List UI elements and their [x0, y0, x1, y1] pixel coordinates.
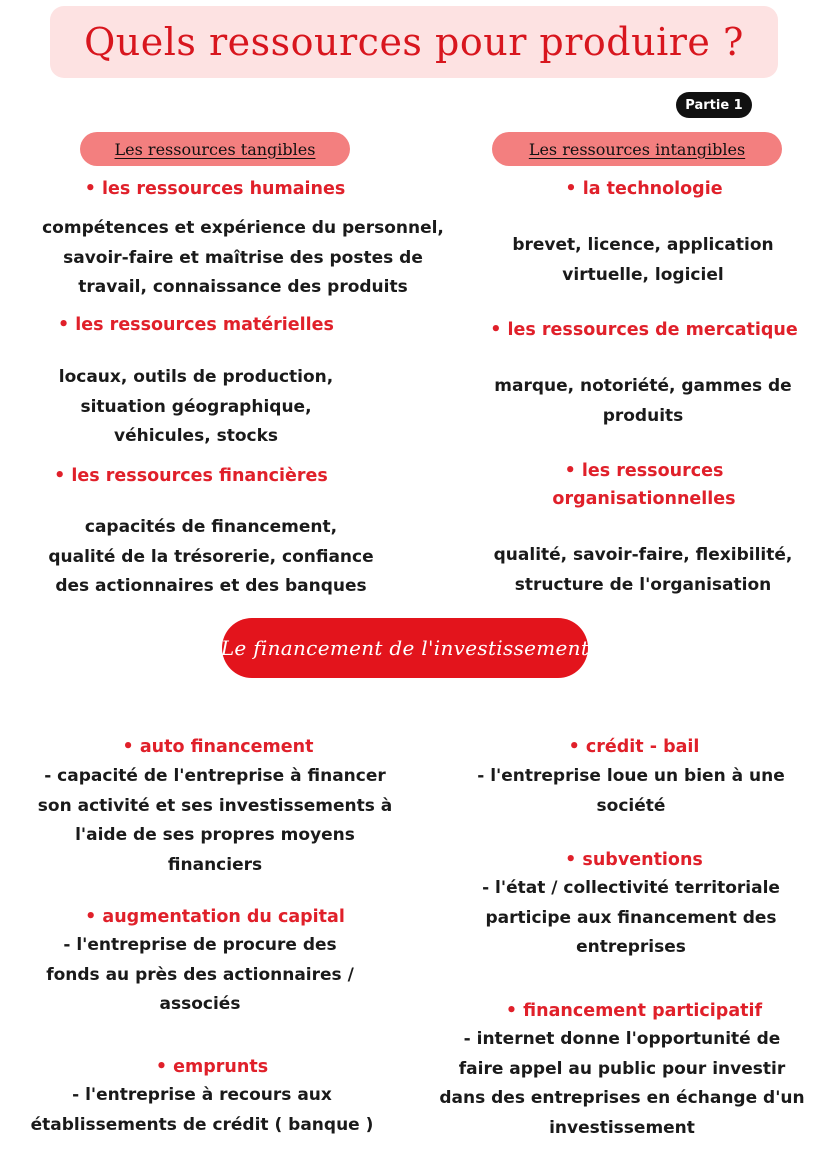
text-line: qualité de la trésorerie, confiance	[48, 546, 374, 567]
subsidies-title: • subventions	[565, 850, 703, 870]
text-line: capacités de financement,	[84, 517, 338, 537]
text-line: son activité et ses investissements à	[37, 795, 393, 816]
text-line: travail, connaissance des produits	[78, 277, 408, 297]
text-line: financiers	[167, 854, 263, 875]
text-line: véhicules, stocks	[114, 426, 278, 446]
text-line: associés	[159, 994, 241, 1014]
material-resources-text	[0, 363, 392, 452]
subsidies-text	[440, 874, 822, 963]
intangible-heading-pill	[492, 132, 782, 166]
organizational-resources-text	[458, 541, 828, 600]
text-line: brevet, licence, application	[512, 235, 774, 255]
crowdfunding-title: • financement participatif	[505, 1001, 763, 1021]
text-line: établissements de crédit ( banque )	[30, 1114, 374, 1135]
text-line: faire appel au public pour investir	[458, 1058, 786, 1079]
page-title: Quels ressources pour produire ?	[84, 20, 744, 64]
technology-text	[458, 231, 828, 290]
text-line: - capacité de l'entreprise à financer	[44, 766, 386, 786]
text-line: compétences et expérience du personnel,	[42, 218, 444, 238]
tangible-heading-pill	[80, 132, 350, 166]
text-line: investissement	[549, 1117, 695, 1138]
self-financing-title: • auto financement	[122, 737, 314, 757]
text-line: - l'entreprise à recours aux	[72, 1085, 332, 1105]
text-line: marque, notoriété, gammes de	[494, 376, 792, 396]
text-line: - internet donne l'opportunité de	[463, 1029, 781, 1049]
loans-title: • emprunts	[155, 1057, 269, 1077]
text-line: des actionnaires et des banques	[55, 576, 367, 596]
text-line: fonds au près des actionnaires /	[46, 964, 354, 985]
text-line: structure de l'organisation	[514, 574, 772, 595]
financing-heading: Le financement de l'investissement	[220, 636, 590, 660]
title-line: • les ressources	[564, 461, 724, 481]
text-line: société	[596, 795, 666, 816]
leasing-text	[440, 762, 822, 821]
text-line: locaux, outils de production,	[58, 367, 334, 387]
tangible-heading: Les ressources tangibles	[114, 139, 316, 159]
text-line: - l'état / collectivité territoriale	[482, 878, 780, 898]
financial-resources-text	[0, 513, 422, 602]
text-line: l'aide de ses propres moyens	[75, 825, 355, 845]
leasing-title: • crédit - bail	[568, 737, 700, 757]
text-line: qualité, savoir-faire, flexibilité,	[493, 545, 793, 565]
text-line: savoir-faire et maîtrise des postes de	[63, 247, 423, 268]
text-line: situation géographique,	[80, 396, 312, 417]
text-line: - l'entreprise loue un bien à une	[477, 766, 785, 786]
human-resources-text	[0, 214, 486, 303]
text-line: participe aux financement des	[485, 907, 777, 928]
text-line: virtuelle, logiciel	[562, 264, 724, 285]
partie-badge: Partie 1	[676, 92, 752, 118]
financing-banner	[222, 618, 588, 678]
financial-resources-title: • les ressources financières	[54, 466, 328, 486]
capital-increase-title: • augmentation du capital	[85, 907, 345, 927]
marketing-resources-text	[458, 372, 828, 431]
material-resources-title: • les ressources matérielles	[58, 315, 334, 335]
human-resources-title: • les ressources humaines	[84, 179, 346, 199]
self-financing-text	[0, 762, 430, 880]
text-line: produits	[602, 405, 684, 426]
capital-increase-text	[0, 931, 400, 1020]
loans-text	[0, 1081, 404, 1140]
crowdfunding-text	[416, 1025, 828, 1143]
organizational-resources-title	[460, 457, 828, 513]
text-line: dans des entreprises en échange d'un	[439, 1088, 805, 1108]
text-line: entreprises	[576, 937, 686, 957]
text-line: - l'entreprise de procure des	[63, 935, 337, 955]
technology-title: • la technologie	[565, 179, 723, 199]
title-line: organisationnelles	[552, 489, 736, 509]
marketing-resources-title: • les ressources de mercatique	[490, 320, 798, 340]
title-banner	[50, 6, 778, 78]
intangible-heading: Les ressources intangibles	[528, 139, 746, 159]
